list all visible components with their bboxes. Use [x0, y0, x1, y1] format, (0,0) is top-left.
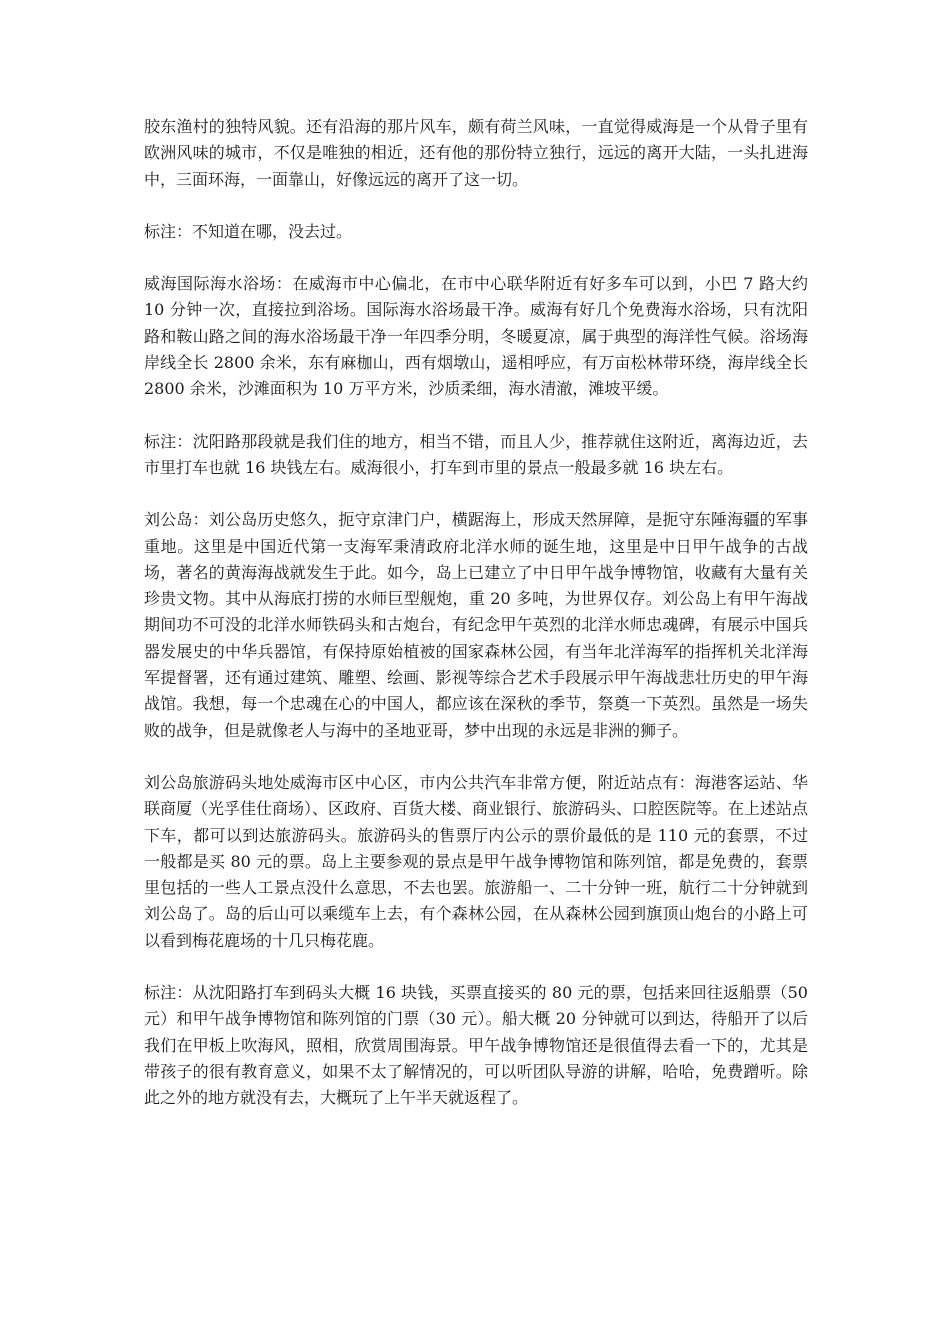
paragraph-ferry-pier: 刘公岛旅游码头地处威海市区中心区，市内公共汽车非常方便，附近站点有：海港客运站、华联商厦（光孚佳仕商场）、区政府、百货大楼、商业银行、旅游码头、口腔医院等。在上述站点下车，都可以到达旅游码头。旅游码头的售票厅内公示的票价最低的是 110 元的套票，不过一般都是买 80 元的票。岛上主要参观的景点是甲午战争博物馆和陈列馆，都是免费的，套票里包括的一些人工景点没什么意思，不去也罢。旅游船一、二十分钟一班，航行二十分钟就到刘公岛了。岛的后山可以乘缆车上去，有个森林公园，在从森林公园到旗顶山炮台的小路上可以看到梅花鹿场的十几只梅花鹿。 — [144, 772, 809, 950]
paragraph-beach: 威海国际海水浴场：在威海市中心偏北，在市中心联华附近有好多车可以到，小巴 7 路大约 10 分钟一次，直接拉到浴场。国际海水浴场最干净。威海有好几个免费海水浴场，只有沈阳路和鞍山路之间的海水浴场最干净一年四季分明，冬暖夏凉，属于典型的海洋性气候。浴场海岸线全长 2800 余米，东有麻枷山，西有烟墩山，遥相呼应，有万亩松林带环绕，海岸线全长 2800 余米，沙滩面积为 10 万平方米，沙质柔细，海水清澈，滩坡平缓。 — [144, 274, 808, 399]
document-body — [144, 114, 808, 1138]
paragraph-liugong-island: 刘公岛：刘公岛历史悠久，扼守京津门户，横踞海上，形成天然屏障，是扼守东陲海疆的军事重地。这里是中国近代第一支海军秉清政府北洋水师的诞生地，这里是中日甲午战争的古战场，著名的黄海海战就发生于此。如今，岛上已建立了中日甲午战争博物馆，收藏有大量有关珍贵文物。其中从海底打捞的水师巨型舰炮，重 20 多吨，为世界仅存。刘公岛上有甲午海战期间功不可没的北洋水师铁码头和古炮台，有纪念甲午英烈的北洋水师忠魂碑，有展示中国兵器发展史的中华兵器馆，有保持原始植被的国家森林公园，有当年北洋海军的指挥机关北洋海军提督署，还有通过建筑、雕塑、绘画、影视等综合艺术手段展示甲午海战悲壮历史的甲午海战馆。我想，每一个忠魂在心的中国人，都应该在深秋的季节，祭奠一下英烈。虽然是一场失败的战争，但是就像老人与海中的圣地亚哥，梦中出现的永远是非洲的狮子。 — [144, 510, 808, 740]
paragraph-note-1: 标注：不知道在哪，没去过。 — [144, 221, 353, 241]
paragraph-intro-continued: 胶东渔村的独特风貌。还有沿海的那片风车，颇有荷兰风味，一直觉得威海是一个从骨子里有欧洲风味的城市，不仅是唯独的相近，还有他的那份特立独行，远远的离开大陆，一头扎进海中，三面环海，一面靠山，好像远远的离开了这一切。 — [144, 117, 808, 189]
paragraph-note-2: 标注：沈阳路那段就是我们住的地方，相当不错，而且人少，推荐就住这附近，离海边近，去市里打车也就 16 块钱左右。威海很小，打车到市里的景点一般最多就 16 块左右。 — [144, 431, 808, 477]
paragraph-note-3: 标注：从沈阳路打车到码头大概 16 块钱，买票直接买的 80 元的票，包括来回往返船票（50 元）和甲午战争博物馆和陈列馆的门票（30 元）。船大概 20 分钟就可以到达，待船开了以后我们在甲板上吹海风，照相，欣赏周围海景。甲午战争博物馆还是很值得去看一下的，尤其是带孩子的很有教育意义，如果不太了解情况的，可以听团队导游的讲解，哈哈，免费蹭听。除此之外的地方就没有去，大概玩了上午半天就返程了。 — [144, 983, 808, 1108]
